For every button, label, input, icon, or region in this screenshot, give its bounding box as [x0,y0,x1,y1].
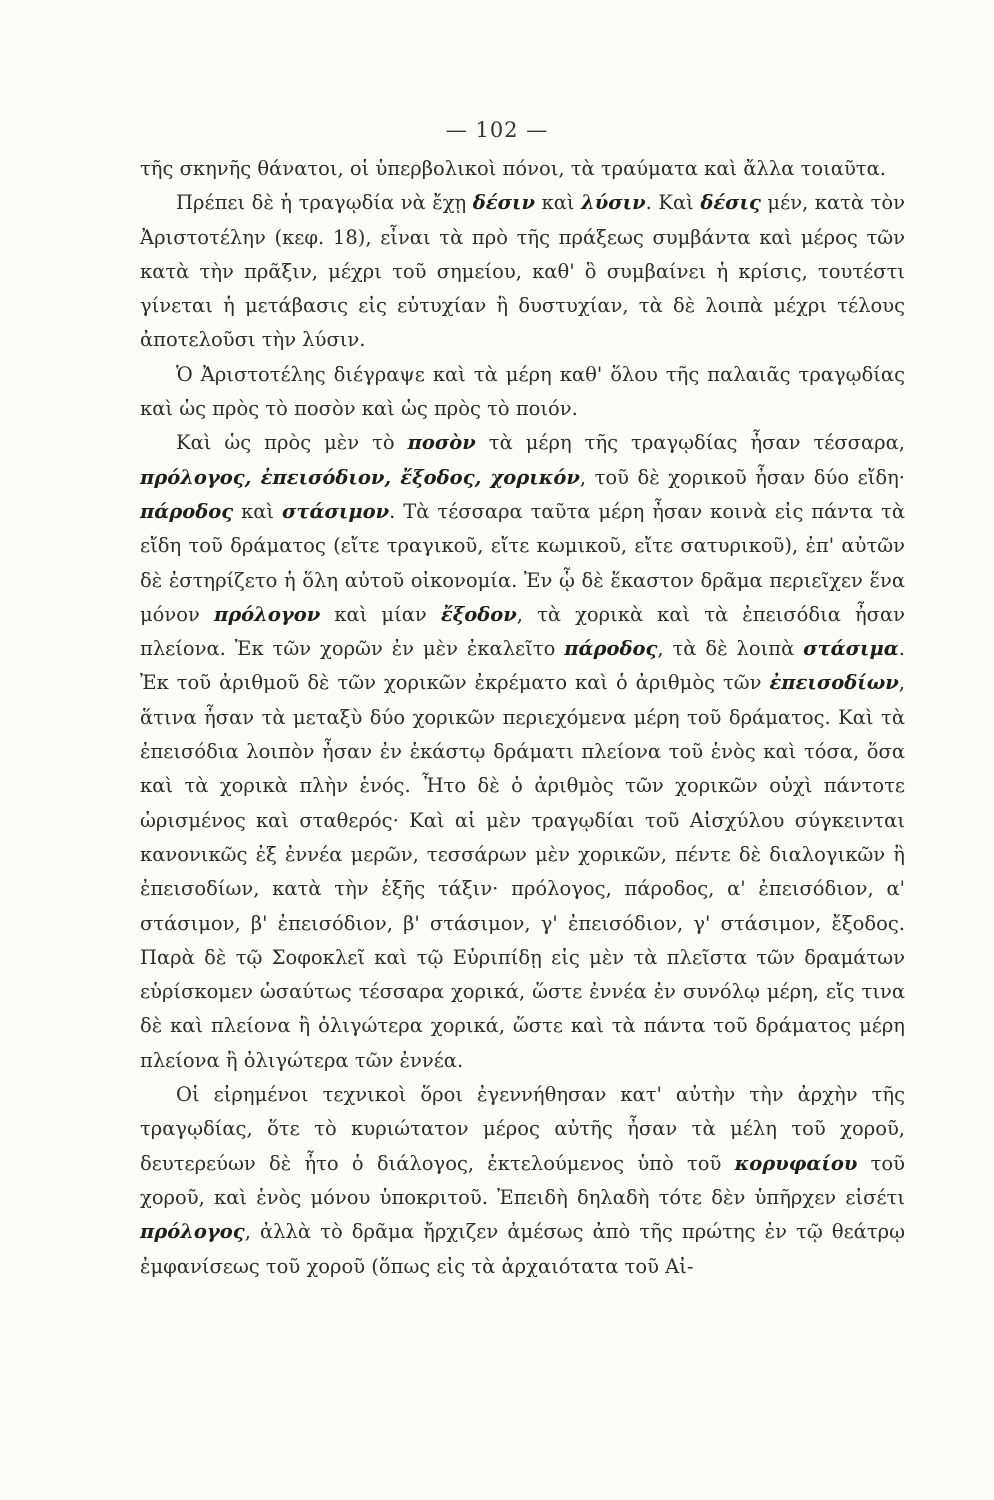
emphasis-term: λύσιν [581,191,646,215]
text-run: , ἀλλὰ τὸ δρᾶμα ἤρχιζεν ἀμέσως ἀπὸ τῆς πρώτης ἐν τῷ θεάτρῳ ἐμφανίσεως τοῦ χοροῦ (ὅπως εἰς τὰ ἀρχαιότατα τοῦ Αἰ- [140,1220,905,1278]
text-run: , ἅτινα ἦσαν τὰ μεταξὺ δύο χορικῶν περιεχόμενα μέρη τοῦ δράματος. Καὶ τὰ ἐπεισόδια λοιπὸν ἦσαν ἐν ἑκάστῳ δράματι πλείονα τοῦ ἑνὸς καὶ τόσα, ὅσα καὶ τὰ χορικὰ πλὴν ἑνός. Ἦτο δὲ ὁ ἀριθμὸς τῶν χορικῶν οὐχὶ πάντοτε ὡρισμένος καὶ σταθερός· Καὶ αἱ μὲν τραγῳδίαι τοῦ Αἰσχύλου σύγκεινται κανονικῶς ἐξ ἐννέα μερῶν, τεσσάρων μὲν χορικῶν, πέντε δὲ διαλογικῶν ἢ ἐπεισοδίων, κατὰ τὴν ἑξῆς τάξιν· πρόλογος, πάροδος, α' ἐπεισόδιον, α' στάσιμον, β' ἐπεισόδιον, β' στάσιμον, γ' ἐπεισόδιον, γ' στάσιμον, ἔξοδος. Παρὰ δὲ τῷ Σοφοκλεῖ καὶ τῷ Εὐριπίδῃ εἰς μὲν τὰ πλεῖστα τῶν δραμάτων εὑρίσκομεν ὡσαύτως τέσσαρα χορικά, ὥστε ἐννέα ἐν συνόλῳ μέρη, εἴς τινα δὲ καὶ πλείονα ἢ ὀλιγώτερα χορικά, ὥστε καὶ τὰ πάντα τοῦ δράματος μέρη πλείονα ἢ ὀλιγώτερα τῶν ἐννέα. [140,671,905,1072]
text-run: , τὰ χορικὰ καὶ τὰ ἐπεισόδια ἦσαν πλείονα. Ἐκ τῶν χορῶν ἐν μὲν ἐκαλεῖτο [140,602,905,661]
text-run: τῆς σκηνῆς θάνατοι, οἱ ὑπερβολικοὶ πόνοι, τὰ τραύματα καὶ ἄλλα τοιαῦτα. [140,157,886,180]
emphasis-term: ἐπεισοδίων [769,671,899,695]
text-run: καὶ [535,191,582,215]
paragraph-1 [140,152,905,186]
emphasis-term: δέσιν [472,191,535,215]
emphasis-term: δέσις [700,191,761,215]
emphasis-term: στάσιμον [282,499,390,523]
text-run: τοῦ χοροῦ, καὶ ἑνὸς μόνου ὑποκριτοῦ. Ἐπειδὴ δηλαδὴ τότε δὲν ὑπῆρχεν εἰσέτι [140,1151,906,1209]
page-number: — 102 — [445,118,549,142]
paragraph-3 [140,358,905,427]
paragraph-2 [140,186,905,357]
text-run: καὶ [233,499,283,523]
text-run: Καὶ ὡς πρὸς μὲν τὸ [176,431,408,455]
emphasis-term: ποσὸν [407,431,476,455]
emphasis-term: πάροδος [140,499,234,523]
text-run: . Καὶ [645,191,701,215]
text-run: καὶ μίαν [320,602,441,626]
emphasis-term: πρόλογος, ἐπεισόδιον, ἔξοδος, χορικόν [140,465,580,489]
text-run: μέν, κατὰ τὸν Ἀριστοτέλην (κεφ. 18), εἶναι τὰ πρὸ τῆς πράξεως συμβάντα καὶ μέρος τῶν κατὰ τὴν πρᾶξιν, μέχρι τοῦ σημείου, καθ' ὃ συμβαίνει ἡ κρίσις, τουτέστι γίνεται ἡ μετάβασις εἰς εὐτυχίαν ἢ δυστυχίαν, τὰ δὲ λοιπὰ μέχρι τέλους ἀποτελοῦσι τὴν λύσιν. [140,191,906,352]
emphasis-term: πρόλογος [140,1220,245,1244]
emphasis-term: πάροδος [564,637,658,661]
emphasis-term: ἔξοδον [440,602,517,626]
text-run: . Ἐκ τοῦ ἀριθμοῦ δὲ τῶν χορικῶν ἐκρέματο καὶ ὁ ἀριθμὸς τῶν [140,637,905,695]
text-run: Ὁ Ἀριστοτέλης διέγραψε καὶ τὰ μέρη καθ' ὅλου τῆς παλαιᾶς τραγῳδίας καὶ ὡς πρὸς τὸ ποσὸν καὶ ὡς πρὸς τὸ ποιόν. [140,362,905,421]
emphasis-term: πρόλογον [213,602,321,626]
body-text [140,152,905,1284]
text-run: Πρέπει δὲ ἡ τραγῳδία νὰ ἔχῃ [176,191,473,215]
text-run: , τὰ δὲ λοιπὰ [657,637,804,661]
emphasis-term: στάσιμα [803,637,899,661]
text-run: , τοῦ δὲ χορικοῦ ἦσαν δύο εἴδη· [579,465,905,489]
text-run: τὰ μέρη τῆς τραγῳδίας ἦσαν τέσσαρα, [475,431,905,455]
paragraph-5 [140,1078,905,1284]
emphasis-term: κορυφαίου [734,1151,858,1175]
text-run: Οἱ εἰρημένοι τεχνικοὶ ὅροι ἐγεννήθησαν κατ' αὐτὴν τὴν ἀρχὴν τῆς τραγῳδίας, ὅτε τὸ κυριώτατον μέρος αὐτῆς ἦσαν τὰ μέλη τοῦ χοροῦ, δευτερεύων δὲ ἦτο ὁ διάλογος, ἐκτελούμενος ὑπὸ τοῦ [140,1083,905,1175]
paragraph-4 [140,426,905,1078]
text-run: . Τὰ τέσσαρα ταῦτα μέρη ἦσαν κοινὰ εἰς πάντα τὰ εἴδη τοῦ δράματος (εἴτε τραγικοῦ, εἴτε κωμικοῦ, εἴτε σατυρικοῦ), ἐπ' αὐτῶν δὲ ἐστηρίζετο ἡ ὅλη αὐτοῦ οἰκονομία. Ἐν ᾧ δὲ ἕκαστον δρᾶμα περιεῖχεν ἕνα μόνον [140,499,905,626]
